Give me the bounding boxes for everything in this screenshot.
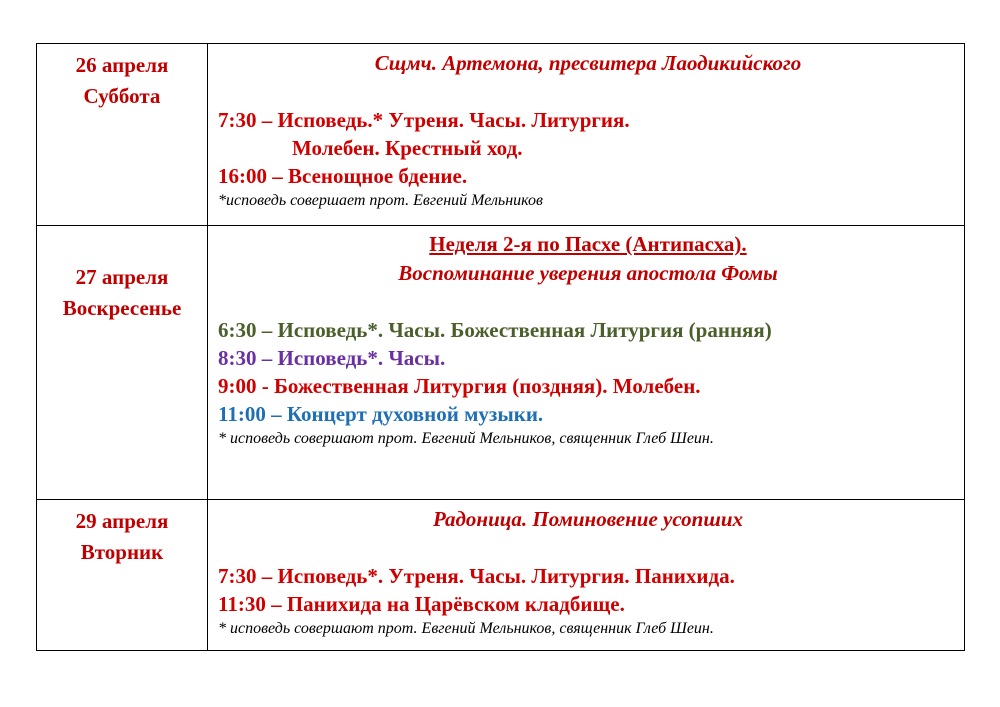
- service-line: 6:30 – Исповедь*. Часы. Божественная Литургия (ранняя): [218, 318, 772, 342]
- day-date: 29 апреля: [75, 509, 169, 533]
- service-line: 7:30 – Исповедь.* Утреня. Часы. Литургия.: [218, 108, 630, 132]
- day-date: 27 апреля: [75, 265, 169, 289]
- feast-subtitle: Воспоминание уверения апостола Фомы: [398, 261, 778, 285]
- weekday: Воскресенье: [62, 296, 182, 320]
- confession-note: *исповедь совершает прот. Евгений Мельников: [218, 192, 543, 209]
- feast-title: Сщмч. Артемона, пресвитера Лаодикийского: [374, 51, 802, 75]
- feast-title: Радоница. Поминовение усопших: [432, 507, 744, 531]
- schedule-row: [37, 44, 965, 226]
- confession-note: * исповедь совершают прот. Евгений Мельников, священник Глеб Шеин.: [218, 620, 714, 637]
- date-cell: [37, 44, 208, 226]
- service-line: 7:30 – Исповедь*. Утреня. Часы. Литургия. Панихида.: [218, 564, 735, 588]
- service-line: 8:30 – Исповедь*. Часы.: [218, 346, 446, 370]
- service-line: 9:00 - Божественная Литургия (поздняя). Молебен.: [218, 374, 701, 398]
- weekday: Суббота: [83, 84, 161, 108]
- weekday: Вторник: [80, 540, 164, 564]
- schedule-row: [37, 226, 965, 500]
- confession-note: * исповедь совершают прот. Евгений Мельников, священник Глеб Шеин.: [218, 430, 714, 447]
- service-line: Молебен. Крестный ход.: [292, 136, 523, 160]
- date-cell: [37, 500, 208, 651]
- feast-title: Неделя 2-я по Пасхе (Антипасха).: [429, 232, 747, 256]
- service-line: 11:30 – Панихида на Царёвском кладбище.: [218, 592, 625, 616]
- services-cell: [208, 44, 965, 226]
- schedule-row: [37, 500, 965, 651]
- service-line: 16:00 – Всенощное бдение.: [218, 164, 468, 188]
- schedule-table: [36, 43, 965, 651]
- date-cell: [37, 226, 208, 500]
- day-date: 26 апреля: [75, 53, 169, 77]
- services-cell: [208, 500, 965, 651]
- services-cell: [208, 226, 965, 500]
- service-line: 11:00 – Концерт духовной музыки.: [218, 402, 544, 426]
